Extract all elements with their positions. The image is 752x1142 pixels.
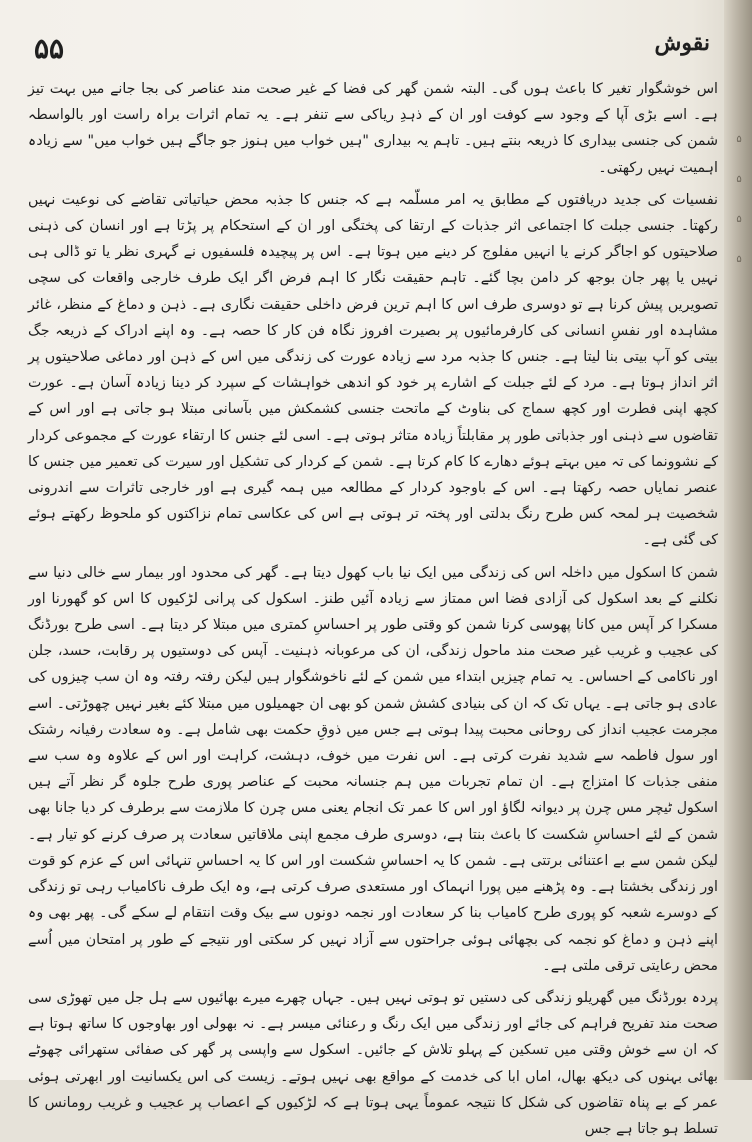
paragraph: پردہ بورڈنگ میں گھریلو زندگی کی دستیں تو ہوتی نہیں ہیں۔ جہاں چھرے میرے بھائیوں سے ہل جل میں تھوڑی سی صحت مند تفریح فراہم کی جائے اور زندگی میں ایک رنگ و رعنائی میسر ہے۔ نہ بھولی اور بھاوجوں کا ساتھ ہوتا ہے کہ ان سے خوش وقتی میں تسکین کے پہلو تلاش کے جائیں۔ اسکول سے واپسی پر گھر کی صفائی ستھرائی چھوٹے بھائی بہنوں کی دیکھ بھال، اماں ابا کی خدمت کے مواقع بھی نہیں ہوتے۔ زیست کی اس یکسانیت اور ابھرتی ہوئی عمر کے بے پناہ تقاضوں کی شکل کا نتیجہ عموماً یہی ہوتا ہے کہ لڑکیوں کے اعصاب پر عجیب و غریب رومانس کا تسلط ہو جاتا ہے جس	[28, 989, 718, 1137]
spine-mark: ۵	[736, 254, 742, 265]
page-number: ۵۵	[34, 32, 65, 65]
body-text	[28, 76, 718, 1137]
book-spine	[724, 0, 752, 1080]
spine-mark: ۵	[736, 174, 742, 185]
paragraph: نفسیات کی جدید دریافتوں کے مطابق یہ امر مسلّمہ ہے کہ جنس کا جذبہ محض حیاتیاتی تقاضے کی نوعیت نہیں رکھتا۔ جنسی جبلت کا اجتماعی اثر جذبات کے ارتقا کی پختگی اور ان کے استحکام پر پڑتا ہے اور انسان کی ذہنی صلاحیتوں کو اجاگر کرنے یا انہیں مفلوج کر دینے میں ہوتا ہے۔ اس پر پیچیدہ فلسفیوں نے گہری نظر یا تو ڈالی ہی نہیں یا پھر جان بوجھ کر دامن بچا گئے۔ تاہم حقیقت نگار کا اہم فرض اگر ایک طرف خارجی واقعات کی سچی تصویریں پیش کرنا ہے تو دوسری طرف اس کا اہم ترین فرض داخلی حقیقت نگاری ہے۔ ذہن و دماغ کے منظر، غائر مشاہدہ اور نفسِ انسانی کی کارفرمائیوں پر بصیرت افروز نگاہ فن کار کا حصہ ہے۔ وہ اپنے ادراک کے ذریعہ جگ بیتی کو آپ بیتی بنا لیتا ہے۔ جنس کا جذبہ مرد سے زیادہ عورت کی زندگی میں اس کے ذہن اور دماغی صلاحیتوں پر اثر انداز ہوتا ہے۔ مرد کے لئے جبلت کے اشارے پر خود کو اندھی خواہشات کے سپرد کر دینا زیادہ آسان ہے۔ عورت کچھ اپنی فطرت اور کچھ سماج کی بناوٹ کے ماتحت جنسی کشمکش میں بآسانی مبتلا ہو جاتی ہے اور اس کے تقاضوں سے ذہنی اور جذباتی طور پر مقابلتاً زیادہ متاثر ہوتی ہے۔ اسی لئے جنس کا ارتقاء عورت کے مجموعی کردار کے نشوونما کی تہ میں بہتے ہوئے دھارے کا کام کرتا ہے۔ شمن کے کردار کی تشکیل اور سیرت کی تعمیر میں جنس کا عنصر نمایاں حصہ رکھتا ہے۔ اس کے باوجود کردار کے مطالعہ میں ہمہ گیری ہے اور خارجی تاثرات سے اندرونی شخصیت ہر لمحہ کس طرح رنگ بدلتی اور پختہ تر ہوتی ہے اس کی عکاسی تمام نزاکتوں کو ملحوظ رکھتے ہوئے کی گئی ہے۔	[28, 191, 718, 549]
paragraph: اس خوشگوار تغیر کا باعث ہوں گی۔ البتہ شمن گھر کی فضا کے غیر صحت مند عناصر کی بجا جانے میں بہت تیز ہے۔ اسے بڑی آپا کے وجود سے کوفت اور ان کے ذہدِ ریاکی سے تنفر ہے۔ یہ تمام اثرات براہ راست اور بالواسطہ شمن کی جنسی بیداری کا ذریعہ بنتے ہیں۔ تاہم یہ بیداری "ہیں خواب میں ہنوز جو جاگے ہیں خواب میں" سے زیادہ اہمیت نہیں رکھتی۔	[28, 81, 718, 176]
spine-mark: ۵	[736, 214, 742, 225]
spine-marks	[730, 120, 748, 820]
running-head: نقوش	[654, 30, 710, 56]
paragraph: شمن کا اسکول میں داخلہ اس کی زندگی میں ایک نیا باب کھول دیتا ہے۔ گھر کی محدود اور بیمار سے خالی دنیا سے نکلنے کے بعد اسکول کی آزادی فضا اس ممتاز سے زیادہ آئیں طنز۔ اسکول کی پرانی لڑکیوں کا اس کو گھورنا اور مسکرا کر آپس میں کانا پھوسی کرنا شمن کو وقتی طور پر احساسِ کمتری میں مبتلا کر دیتا ہے۔ اسی طرح بورڈنگ کی عجیب و غریب غیر صحت مند ماحول زندگی، ان کی مرعوبانہ ذہنیت۔ آپس کی دوستیوں پر رقابت، حسد، جلن اور ناکامی کے احساس۔ یہ تمام چیزیں ابتداء میں شمن کے لئے ناخوشگوار ہیں لیکن رفتہ رفتہ وہ ان سب چیزوں کی عادی ہو جاتی ہے۔ یہاں تک کہ ان کی بنیادی کشش شمن کو بھی ان جھمیلوں میں مبتلا کئے بغیر نہیں چھوڑتی۔ اسے مجرمت عجیب انداز کی روحانی محبت پیدا ہوتی ہے جس میں ذوقِ حکمت بھی شامل ہے۔ وہ سعادت رفیانہ رشتک اور سول فاطمہ سے شدید نفرت کرتی ہے۔ اس نفرت میں خوف، دہشت، کراہت اور اس کے علاوہ وہ سب سے منفی جذبات کا امتزاج ہے۔ ان تمام تجربات میں ہم جنسانہ محبت کے عناصر پوری طرح جلوہ گر نظر آتے ہیں اسکول ٹیچر مس چرن پر دیوانہ لگاؤ اور اس کا عمر تک انجام یعنی مس چرن کا ملازمت سے برطرف کر دیا جانا بھی شمن کے لئے احساسِ شکست کا باعث بنتا ہے، دوسری طرف مجمع اپنی ملاقاتیں سعادت پر صرف کرنے کو تیار ہے۔ لیکن شمن سے بے اعتنائی برتتی ہے۔ شمن کا یہ احساسِ شکست اور اس کا یہ احساسِ تنہائی اس کے عزم کو قوت اور زندگی بخشتا ہے۔ وہ پڑھنے میں پورا انہماک اور مستعدی صرف کرتی ہے، وہ ایک طرف ناکامیاب رہی تو زندگی کے دوسرے شعبہ کو پوری طرح کامیاب بنا کر سعادت اور نجمہ دونوں سے بیک وقت انتقام لے سکے گی۔ پھر بھی وہ اپنے ذہن و دماغ کو نجمہ کی بچھائی ہوئی جراحتوں سے آزاد نہیں کر سکتی اور نتیجے کے طور پر امتحان میں اُسے محض رعایتی ترقی ملتی ہے۔	[28, 564, 718, 974]
spine-mark: ۵	[736, 134, 742, 145]
